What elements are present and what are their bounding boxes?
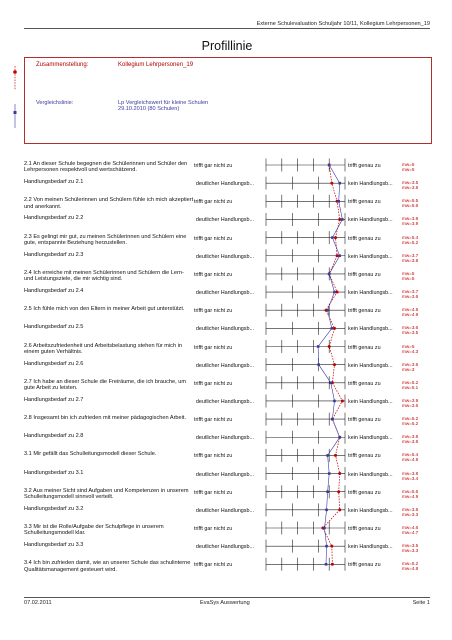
row-label: Handlungsbedarf zu 2.7 (24, 396, 84, 403)
compare-point (317, 345, 320, 348)
mean-value-primary: mw=3.8 (402, 434, 419, 440)
mean-value-compare: mw=3.6 (402, 294, 419, 300)
row-label: 3.3 Mir ist die Rolle/Aufgabe der Schulpflege in unserem Schulleitungsmodell klar. (24, 524, 164, 537)
compare-point (323, 527, 326, 530)
scale-left-label: trifft gar nicht zu (194, 235, 233, 242)
data-point (331, 563, 334, 566)
mean-value-primary: mw=5.5 (402, 198, 419, 204)
mean-value-compare: mw=3.3 (402, 548, 419, 554)
scale-right-label: trifft genau zu (348, 344, 381, 351)
mean-value-primary: mw=4.8 (402, 307, 419, 313)
mean-value-primary: mw=3.6 (402, 325, 419, 331)
row-label: 2.6 Arbeitszufriedenheit und Arbeitsbelastung stehen für mich in einem guten Verhältnis. (24, 342, 182, 355)
compare-point (341, 218, 344, 221)
scale-right-label: trifft genau zu (348, 380, 381, 387)
scale-left-label: deutlicher Handlungsb... (195, 253, 254, 260)
compare-point (325, 545, 328, 548)
scale-right-label: kein Handlungsb... (348, 544, 393, 551)
scale-right-label: kein Handlungsb... (348, 507, 393, 514)
row-label: 3.4 Ich bin zufrieden damit, wie an unserer Schule das schulinterne Qualitätsmanagement gesteuert wird. (24, 560, 191, 573)
scale-right-label: kein Handlungsb... (348, 253, 393, 260)
data-point (341, 399, 344, 402)
compare-point (331, 418, 334, 421)
row-label: 3.1 Mir gefällt das Schulleitungsmodell dieser Schule. (24, 451, 157, 458)
mean-value-compare: mw=3.9 (402, 221, 419, 227)
mean-value-primary: mw=5.4 (402, 234, 419, 240)
scale-left-label: trifft gar nicht zu (194, 380, 233, 387)
mean-value-compare: mw=3.3 (402, 511, 419, 517)
row-label: 2.5 Ich fühle mich von den Eltern in meiner Arbeit gut unterstützt. (24, 306, 185, 313)
row-label: Handlungsbedarf zu 2.2 (24, 215, 84, 222)
mean-value-primary: mw=5.6 (402, 488, 419, 494)
scale-left-label: trifft gar nicht zu (194, 308, 233, 315)
scale-left-label: trifft gar nicht zu (194, 199, 233, 206)
row-label: Handlungsbedarf zu 2.1 (24, 179, 84, 186)
scale-left-label: deutlicher Handlungsb... (195, 181, 254, 188)
row-label: 2.1 An dieser Schule begegnen die Schülerinnen und Schüler den Lehrpersonen respektvoll und wertschätzend. (24, 161, 188, 174)
compare-point (333, 291, 336, 294)
scale-right-label: kein Handlungsb... (348, 290, 393, 297)
compare-point (328, 273, 331, 276)
mean-value-compare: mw=3.6 (402, 402, 419, 408)
scale-left-label: deutlicher Handlungsb... (195, 217, 254, 224)
mean-value-primary: mw=5 (402, 270, 415, 276)
scale-right-label: kein Handlungsb... (348, 362, 393, 369)
scale-left-label: trifft gar nicht zu (194, 344, 233, 351)
mean-value-compare: mw=3.8 (402, 257, 419, 263)
mean-value-compare: mw=5.1 (402, 384, 419, 390)
row-label: 2.7 Ich habe an dieser Schule die Freiräume, die ich brauche, um gute Arbeit zu leisten. (24, 378, 187, 392)
compare-point (338, 182, 341, 185)
scale-left-label: trifft gar nicht zu (194, 271, 233, 278)
row-label: 2.2 Von meinen Schülerinnen und Schülern fühle ich mich akzeptiert und anerkannt. (24, 197, 194, 210)
scale-left-label: trifft gar nicht zu (194, 562, 233, 569)
scale-right-label: trifft genau zu (348, 453, 381, 460)
footer-date: 07.02.2011 (24, 600, 52, 606)
data-point (334, 236, 337, 239)
vergleichslinie-value: Lp Vergleichswert für kleine Schulen 29.10.2010 (80 Schulen) (118, 100, 209, 113)
scale-left-label: deutlicher Handlungsb... (195, 398, 254, 405)
footer-divider (24, 597, 430, 598)
scale-left-label: deutlicher Handlungsb... (195, 544, 254, 551)
mean-value-primary: mw=4.6 (402, 525, 419, 530)
mean-value-primary: mw=3.7 (402, 252, 419, 258)
vergleichslinie-label: Vergleichslinie: (36, 100, 74, 106)
mean-value-compare: mw=3 (402, 366, 415, 372)
mean-value-primary: mw=5.4 (402, 452, 419, 458)
data-point (330, 182, 333, 185)
scale-left-label: trifft gar nicht zu (194, 489, 233, 496)
mean-value-primary: mw=3.9 (402, 397, 419, 403)
compare-point (317, 363, 320, 366)
compare-point (325, 563, 328, 566)
compare-point (337, 200, 340, 203)
mean-value-compare: mw=4.9 (402, 312, 419, 318)
compare-point (326, 490, 329, 493)
mean-value-primary: mw=5 (402, 162, 415, 167)
data-point (330, 545, 333, 548)
compare-point (326, 309, 329, 312)
scale-right-label: kein Handlungsb... (348, 398, 393, 405)
scale-right-label: trifft genau zu (348, 163, 381, 169)
mean-value-primary: mw=3.5 (402, 543, 419, 549)
row-label: 3.2 Aus meiner Sicht sind Aufgaben und Kompetenzen in unserem Schulleitungsmodell sinnvoll verteilt. (24, 487, 189, 501)
row-label: Handlungsbedarf zu 2.6 (24, 360, 84, 367)
scale-right-label: trifft genau zu (348, 562, 381, 569)
scale-right-label: kein Handlungsb... (348, 435, 393, 442)
mean-value-compare: mw=5 (402, 167, 415, 172)
scale-left-label: trifft gar nicht zu (194, 453, 233, 460)
scale-right-label: trifft genau zu (348, 308, 381, 315)
data-point (338, 472, 341, 475)
mean-value-compare: mw=3.8 (402, 185, 419, 191)
report-title: Externe Schulevaluation Schuljahr 10/11, Kollegium Lehrpersonen_19 (256, 21, 430, 27)
compare-point (326, 454, 329, 457)
scale-left-label: deutlicher Handlungsb... (195, 326, 254, 333)
mean-value-compare: mw=3.5 (402, 330, 419, 336)
row-label: Handlungsbedarf zu 2.5 (24, 324, 84, 331)
mean-value-primary: mw=5.2 (402, 379, 419, 385)
scale-right-label: trifft genau zu (348, 235, 381, 242)
row-label: Handlungsbedarf zu 3.1 (24, 469, 84, 476)
compare-point (325, 509, 328, 512)
mean-value-compare: mw=5.6 (402, 203, 419, 209)
mean-value-primary: mw=5 (402, 343, 415, 349)
scale-left-label: trifft gar nicht zu (194, 163, 233, 169)
row-label: Handlungsbedarf zu 2.4 (24, 288, 84, 295)
data-point (333, 363, 336, 366)
mean-value-compare: mw=4.3 (402, 348, 419, 354)
mean-value-primary: mw=3.5 (402, 180, 419, 186)
mean-value-compare: mw=4.7 (402, 530, 419, 535)
row-label: Handlungsbedarf zu 3.3 (24, 542, 84, 549)
scale-right-label: trifft genau zu (348, 417, 381, 424)
scale-right-label: kein Handlungsb... (348, 181, 393, 188)
compare-point (338, 254, 341, 257)
scale-right-label: trifft genau zu (348, 526, 381, 532)
scale-right-label: trifft genau zu (348, 271, 381, 278)
data-point (336, 291, 339, 294)
compare-point (329, 382, 332, 385)
row-label: Handlungsbedarf zu 2.8 (24, 433, 84, 440)
mean-value-primary: mw=3.6 (402, 361, 419, 367)
row-label: Handlungsbedarf zu 3.2 (24, 505, 84, 512)
mean-value-primary: mw=3.8 (402, 506, 419, 512)
data-point (328, 345, 331, 348)
compare-point (338, 436, 341, 439)
scale-left-label: deutlicher Handlungsb... (195, 290, 254, 297)
scale-right-label: trifft genau zu (348, 489, 381, 496)
scale-left-label: deutlicher Handlungsb... (195, 362, 254, 369)
mean-value-compare: mw=5.2 (402, 239, 419, 245)
data-point (336, 254, 339, 257)
mean-value-primary: mw=3.8 (402, 216, 419, 222)
compare-point (331, 327, 334, 330)
mean-value-compare: mw=4.9 (402, 493, 419, 499)
mean-value-primary: mw=5.2 (402, 561, 419, 567)
mean-value-compare: mw=4.8 (402, 566, 419, 572)
row-label: 2.4 Ich erreiche mit meinen Schülerinnen und Schülern die Lern- und Leistungsziele, die mir wichtig sind. (24, 269, 184, 283)
mean-value-primary: mw=3.8 (402, 470, 419, 476)
compare-point (328, 164, 331, 167)
mean-value-compare: mw=5.2 (402, 421, 419, 427)
mean-value-compare: mw=3.4 (402, 475, 419, 481)
mean-value-primary: mw=3.7 (402, 289, 419, 295)
zusammenstellung-label: Zusammenstellung: (36, 62, 89, 68)
compare-point (333, 400, 336, 403)
footer-page: Seite 1 (412, 600, 430, 606)
scale-left-label: deutlicher Handlungsb... (195, 435, 254, 442)
mean-value-compare: mw=3.8 (402, 439, 419, 445)
scale-left-label: trifft gar nicht zu (194, 417, 233, 424)
row-label: 2.3 Es gelingt mir gut, zu meinen Schülerinnen und Schülern eine gute, entspannte Beziehung herzustellen. (24, 233, 187, 246)
scale-left-label: deutlicher Handlungsb... (195, 507, 254, 514)
footer-center: EvaSys Auswertung (200, 600, 250, 606)
zusammenstellung-value: Kollegium Lehrpersonen_19 (118, 62, 194, 68)
row-label: Handlungsbedarf zu 2.3 (24, 251, 84, 258)
scale-right-label: trifft genau zu (348, 199, 381, 206)
mean-value-compare: mw=4.9 (402, 457, 419, 463)
scale-right-label: kein Handlungsb... (348, 217, 393, 224)
scale-left-label: trifft gar nicht zu (194, 526, 233, 532)
mean-value-primary: mw=5.2 (402, 416, 419, 422)
compare-point (328, 472, 331, 475)
page-title: Profillinie (201, 39, 253, 53)
data-point (337, 490, 340, 493)
row-label: 2.8 Insgesamt bin ich zufrieden mit meiner pädagogischen Arbeit. (24, 415, 186, 422)
scale-left-label: deutlicher Handlungsb... (195, 471, 254, 478)
scale-right-label: kein Handlungsb... (348, 326, 393, 333)
data-point (338, 218, 341, 221)
data-point (334, 454, 337, 457)
mean-value-compare: mw=5 (402, 275, 415, 281)
scale-right-label: kein Handlungsb... (348, 471, 393, 478)
compare-point (331, 236, 334, 239)
data-point (338, 508, 341, 511)
data-point (333, 327, 336, 330)
